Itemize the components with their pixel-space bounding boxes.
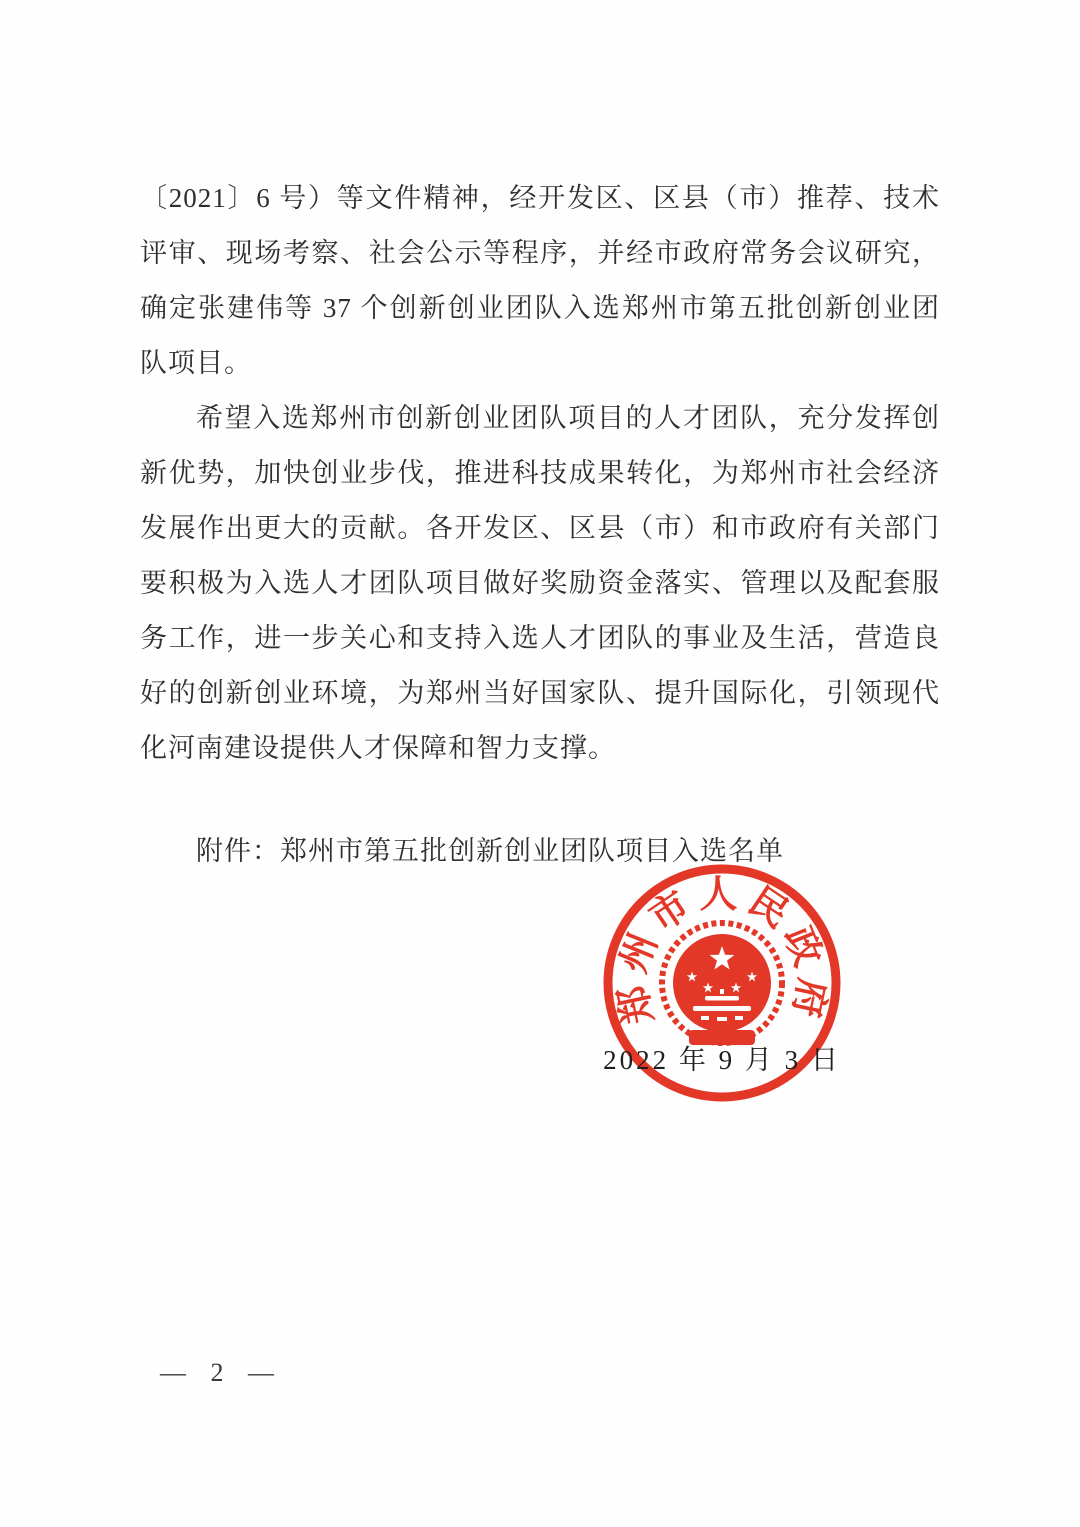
body-line: 务工作，进一步关心和支持入选人才团队的事业及生活，营造良 [140,623,940,653]
seal-text: 郑州市人民政府 [610,873,834,1028]
body-line: 好的创新创业环境，为郑州当好国家队、提升国际化，引领现代 [140,678,940,708]
body-line: 〔2021〕6 号）等文件精神，经开发区、区县（市）推荐、技术 [140,183,940,213]
body-text [140,171,940,879]
page-number: — 2 — [160,1358,283,1387]
attachment-line: 附件：郑州市第五批创新创业团队项目入选名单 [196,836,784,866]
body-line: 队项目。 [140,348,252,378]
national-emblem-icon [662,923,782,1045]
body-line: 评审、现场考察、社会公示等程序，并经市政府常务会议研究， [140,238,940,268]
body-line: 希望入选郑州市创新创业团队项目的人才团队，充分发挥创 [196,403,940,433]
body-line: 发展作出更大的贡献。各开发区、区县（市）和市政府有关部门 [140,513,940,543]
body-line: 确定张建伟等 37 个创新创业团队入选郑州市第五批创新创业团 [140,293,940,323]
body-line: 新优势，加快创业步伐，推进科技成果转化，为郑州市社会经济 [140,458,940,488]
body-line: 化河南建设提供人才保障和智力支撑。 [140,733,616,763]
body-line: 要积极为入选人才团队项目做好奖励资金落实、管理以及配套服 [140,568,940,598]
date-line: 2022 年 9 月 3 日 [603,1045,841,1075]
